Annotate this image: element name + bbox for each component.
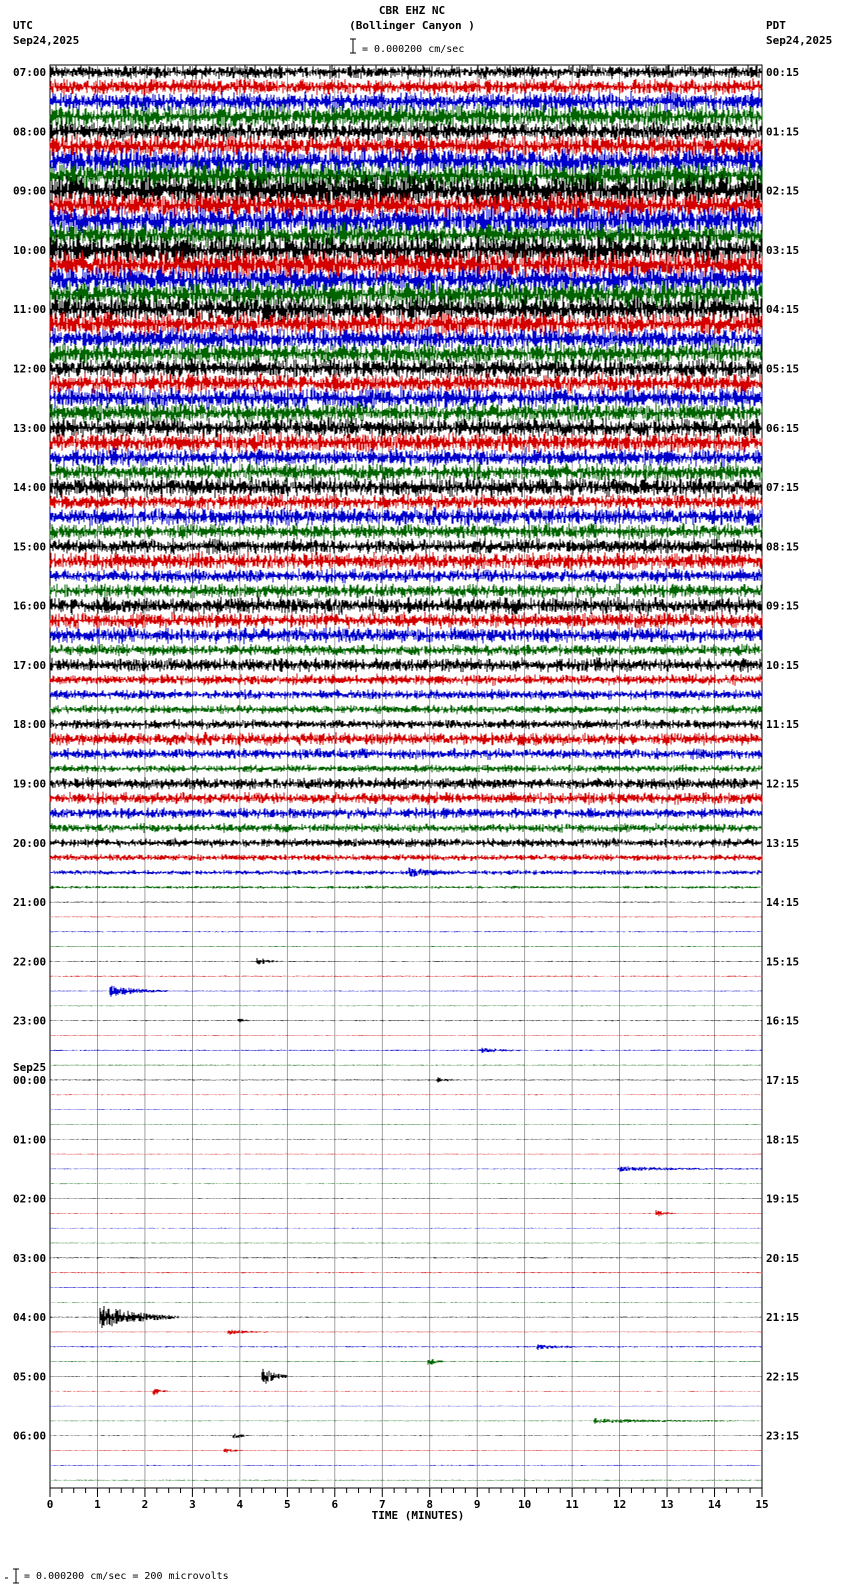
seismic-trace [50, 838, 762, 848]
seismic-trace [50, 341, 762, 366]
utc-hour-label: 04:00 [13, 1311, 47, 1325]
right-date-label: Sep24,2025 [766, 34, 833, 47]
seismic-trace [50, 1065, 762, 1066]
seismic-trace [50, 1344, 762, 1350]
seismic-trace [50, 823, 762, 833]
seismic-trace [50, 1166, 762, 1171]
pdt-hour-label: 03:15 [766, 243, 800, 257]
seismic-trace [50, 1094, 762, 1095]
utc-hour-label: 01:00 [13, 1133, 47, 1147]
seismic-trace [50, 674, 762, 686]
seismic-trace [50, 462, 762, 482]
seismic-trace [50, 1369, 762, 1384]
utc-hour-label: 18:00 [13, 718, 47, 732]
x-tick-label: 13 [660, 1498, 674, 1511]
seismic-trace [50, 612, 762, 630]
seismic-trace [50, 1077, 762, 1082]
x-tick-label: 10 [518, 1498, 532, 1511]
utc-hour-label: 12:00 [13, 362, 47, 376]
pdt-hour-label: 22:15 [766, 1370, 800, 1384]
seismic-trace [50, 523, 762, 541]
pdt-hour-label: 23:15 [766, 1429, 800, 1443]
utc-hour-label: 07:00 [13, 66, 47, 79]
x-tick-label: 0 [46, 1498, 54, 1511]
seismic-trace [50, 719, 762, 730]
seismic-trace [50, 1257, 762, 1258]
seismic-trace [50, 65, 762, 80]
x-axis-label: TIME (MINUTES) [371, 1509, 465, 1522]
station-title: CBR EHZ NC [378, 4, 446, 17]
utc-hour-label: 03:00 [13, 1251, 47, 1265]
pdt-hour-label: 04:15 [766, 303, 800, 317]
pdt-hour-label: 00:15 [766, 66, 800, 79]
seismic-trace [50, 626, 762, 644]
seismic-trace [50, 1359, 762, 1365]
seismic-trace [50, 689, 762, 700]
pdt-hour-label: 10:15 [766, 658, 800, 672]
pdt-hour-label: 11:15 [766, 718, 800, 732]
pdt-hour-label: 17:15 [766, 1073, 800, 1087]
scale-text: = 0.000200 cm/sec [362, 44, 465, 55]
pdt-hour-label: 12:15 [766, 777, 800, 791]
utc-hour-label: 10:00 [13, 243, 47, 257]
date-change-label: Sep25 [13, 1060, 47, 1074]
pdt-hour-label: 16:15 [766, 1014, 800, 1028]
seismic-trace [50, 596, 762, 616]
seismic-trace [50, 1272, 762, 1273]
utc-hour-label: 21:00 [13, 896, 47, 910]
utc-hour-label: 19:00 [13, 777, 47, 791]
x-tick-label: 9 [473, 1498, 481, 1511]
footer-scale-bar-icon [2, 1568, 20, 1584]
utc-hour-label: 00:00 [13, 1073, 47, 1087]
pdt-hour-label: 21:15 [766, 1311, 800, 1325]
x-tick-label: 4 [236, 1498, 244, 1511]
pdt-hour-label: 18:15 [766, 1133, 800, 1147]
pdt-hour-label: 01:15 [766, 125, 800, 139]
x-tick-label: 15 [755, 1498, 769, 1511]
seismic-trace [50, 777, 762, 790]
utc-hour-label: 17:00 [13, 658, 47, 672]
seismic-trace [50, 644, 762, 657]
x-tick-label: 14 [707, 1498, 722, 1511]
x-tick-label: 12 [612, 1498, 627, 1511]
seismic-trace [50, 931, 762, 932]
pdt-hour-label: 15:15 [766, 955, 800, 969]
seismic-trace [50, 807, 762, 819]
seismic-trace [50, 551, 762, 571]
seismic-trace [50, 1109, 762, 1110]
pdt-hour-label: 08:15 [766, 540, 800, 554]
seismic-trace [50, 134, 762, 159]
seismic-trace [50, 1306, 762, 1328]
utc-hour-label: 05:00 [13, 1370, 47, 1384]
seismic-trace [50, 704, 762, 714]
seismic-trace [50, 402, 762, 425]
seismic-trace [50, 946, 762, 947]
seismic-trace [50, 1389, 762, 1395]
utc-hour-label: 09:00 [13, 184, 47, 198]
x-tick-label: 8 [426, 1498, 434, 1511]
pdt-hour-label: 07:15 [766, 481, 800, 495]
seismic-trace [50, 372, 762, 394]
seismic-trace [50, 1449, 762, 1453]
pdt-hour-label: 20:15 [766, 1251, 800, 1265]
utc-hour-label: 02:00 [13, 1192, 47, 1206]
seismic-trace [50, 1139, 762, 1140]
seismic-trace [50, 764, 762, 773]
utc-hour-label: 06:00 [13, 1429, 47, 1443]
x-tick-label: 2 [141, 1498, 149, 1511]
seismic-trace [50, 1480, 762, 1481]
seismic-trace [50, 1434, 762, 1439]
seismic-trace [50, 507, 762, 527]
utc-hour-label: 15:00 [13, 540, 47, 554]
seismic-trace [50, 358, 762, 380]
x-tick-label: 1 [94, 1498, 101, 1511]
pdt-hour-label: 19:15 [766, 1192, 800, 1206]
x-tick-label: 11 [565, 1498, 579, 1511]
seismic-trace [50, 792, 762, 805]
seismic-trace [50, 986, 762, 997]
footer-scale-note: = 0.000200 cm/sec = 200 microvolts [24, 1571, 229, 1582]
x-tick-label: 6 [331, 1498, 339, 1511]
x-tick-label: 7 [378, 1498, 386, 1511]
seismic-trace [50, 916, 762, 917]
pdt-hour-label: 05:15 [766, 362, 800, 376]
seismic-trace [50, 1019, 762, 1023]
right-timezone-label: PDT [766, 19, 786, 32]
left-timezone-label: UTC [13, 19, 33, 32]
left-date-label: Sep24,2025 [13, 34, 80, 47]
seismic-trace [50, 1005, 762, 1006]
utc-hour-label: 08:00 [13, 125, 47, 139]
seismic-trace [50, 1418, 762, 1424]
site-subtitle: (Bollinger Canyon ) [349, 19, 475, 32]
seismic-trace [50, 1330, 762, 1335]
seismic-trace [50, 657, 762, 672]
seismic-trace [50, 1302, 762, 1303]
seismic-trace [50, 976, 762, 977]
seismic-trace [50, 1228, 762, 1229]
pdt-hour-label: 06:15 [766, 421, 800, 435]
utc-hour-label: 13:00 [13, 421, 47, 435]
seismic-trace [50, 748, 762, 760]
utc-hour-label: 11:00 [13, 303, 47, 317]
pdt-hour-label: 02:15 [766, 184, 800, 198]
seismic-trace [50, 1048, 762, 1053]
pdt-hour-label: 09:15 [766, 599, 800, 613]
seismic-trace [50, 1183, 762, 1184]
utc-hour-label: 14:00 [13, 481, 47, 495]
pdt-hour-label: 13:15 [766, 836, 800, 850]
seismic-trace [50, 493, 762, 511]
seismic-trace [50, 886, 762, 889]
seismic-trace [50, 583, 762, 598]
seismic-trace [50, 1287, 762, 1288]
seismic-trace [50, 1243, 762, 1244]
seismic-trace [50, 1406, 762, 1407]
x-tick-label: 3 [189, 1498, 196, 1511]
seismic-trace [50, 958, 762, 965]
utc-hour-label: 23:00 [13, 1014, 47, 1028]
seismic-trace [50, 1154, 762, 1155]
utc-hour-label: 16:00 [13, 599, 47, 613]
seismic-trace [50, 1124, 762, 1125]
pdt-hour-label: 14:15 [766, 896, 800, 910]
seismic-trace [50, 1035, 762, 1036]
seismic-trace [50, 447, 762, 467]
x-tick-label: 5 [284, 1498, 291, 1511]
seismic-trace [50, 1465, 762, 1466]
utc-hour-label: 22:00 [13, 955, 47, 969]
utc-hour-label: 20:00 [13, 836, 47, 850]
seismic-trace [50, 568, 762, 584]
seismic-trace [50, 1198, 762, 1199]
seismic-trace [50, 854, 762, 861]
seismic-trace [50, 538, 762, 556]
seismic-trace [50, 867, 762, 877]
seismic-trace [50, 732, 762, 746]
seismic-trace [50, 901, 762, 902]
seismic-trace [50, 476, 762, 498]
seismic-trace [50, 1210, 762, 1216]
